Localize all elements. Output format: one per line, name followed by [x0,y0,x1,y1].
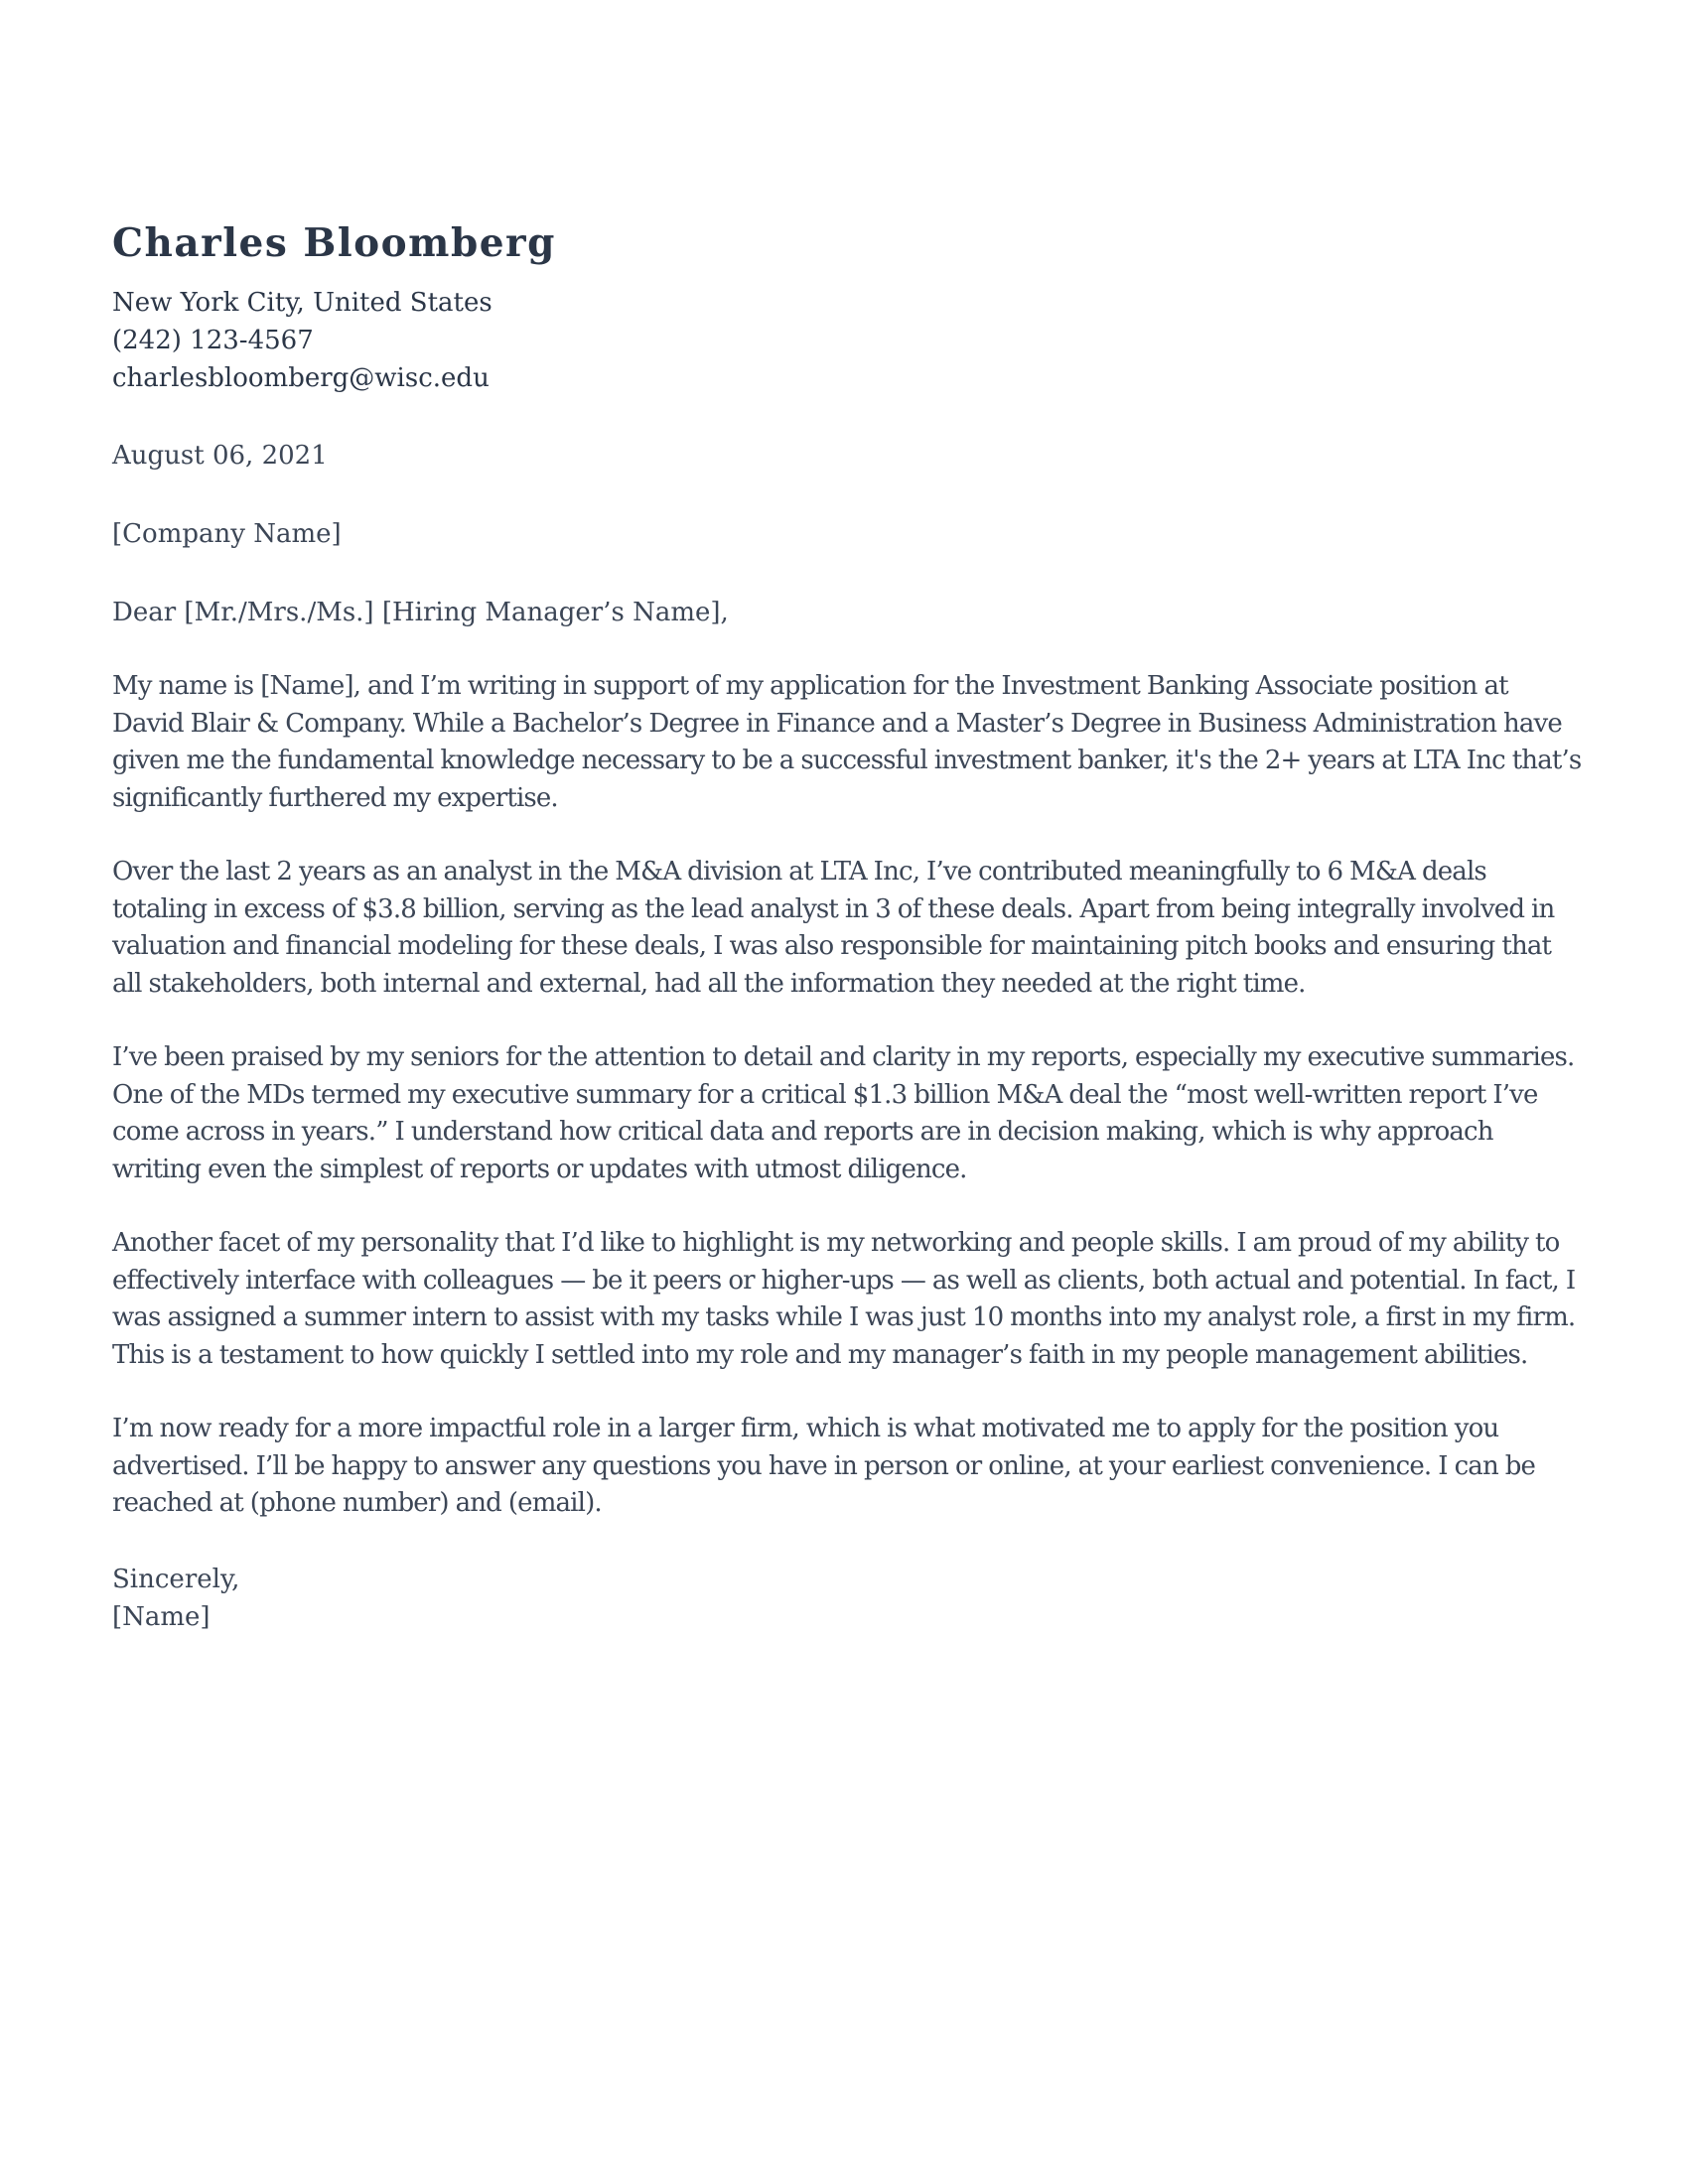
contact-block [112,284,1582,397]
contact-phone: (242) 123-4567 [112,326,314,355]
signature-name: [Name] [112,1601,211,1632]
body-paragraph-3: I’ve been praised by my seniors for the attention to detail and clarity in my reports, especially my executive summaries. One of the MDs termed my executive summary for a critical $1.3 billion M&A deal the “most well-written report I’ve come across in years.” I understand how critical data and reports are in decision making, which is why approach writing even the simplest of reports or updates with utmost diligence. [112,1042,1575,1184]
letter-date: August 06, 2021 [112,441,328,471]
body-paragraph-5: I’m now ready for a more impactful role in a larger firm, which is what motivated me to apply for the position you advertised. I’ll be happy to answer any questions you have in person or online, at your earliest convenience. I can be reached at (phone number) and (email). [112,1414,1536,1518]
body-paragraph-2: Over the last 2 years as an analyst in the M&A division at LTA Inc, I’ve contributed meaningfully to 6 M&A deals totaling in excess of $3.8 billion, serving as the lead analyst in 3 of these deals. Apart from being integrally involved in valuation and financial modeling for these deals, I was also responsible for maintaining pitch books and ensuring that all stakeholders, both internal and external, had all the information they needed at the right time. [112,857,1555,999]
salutation: Dear [Mr./Mrs./Ms.] [Hiring Manager’s Name], [112,598,729,627]
cover-letter-page [112,216,1582,1636]
closing-phrase: Sincerely, [112,1564,240,1594]
contact-email: charlesbloomberg@wisc.edu [112,363,490,393]
body-paragraph-4: Another facet of my personality that I’d like to highlight is my networking and people skills. I am proud of my ability to effectively interface with colleagues — be it peers or higher-ups — as well as clients, both actual and potential. In fact, I was assigned a summer intern to assist with my tasks while I was just 10 months into my analyst role, a first in my firm. This is a testament to how quickly I settled into my role and my manager’s faith in my people management abilities. [112,1228,1576,1370]
body-paragraph-1: My name is [Name], and I’m writing in support of my application for the Investment Banking Associate position at David Blair & Company. While a Bachelor’s Degree in Finance and a Master’s Degree in Business Administration have given me the fundamental knowledge necessary to be a successful investment banker, it's the 2+ years at LTA Inc that’s significantly furthered my expertise. [112,671,1582,813]
contact-location: New York City, United States [112,288,492,318]
applicant-name: Charles Bloomberg [112,220,556,266]
company-name: [Company Name] [112,519,342,549]
closing-block [112,1561,1582,1636]
